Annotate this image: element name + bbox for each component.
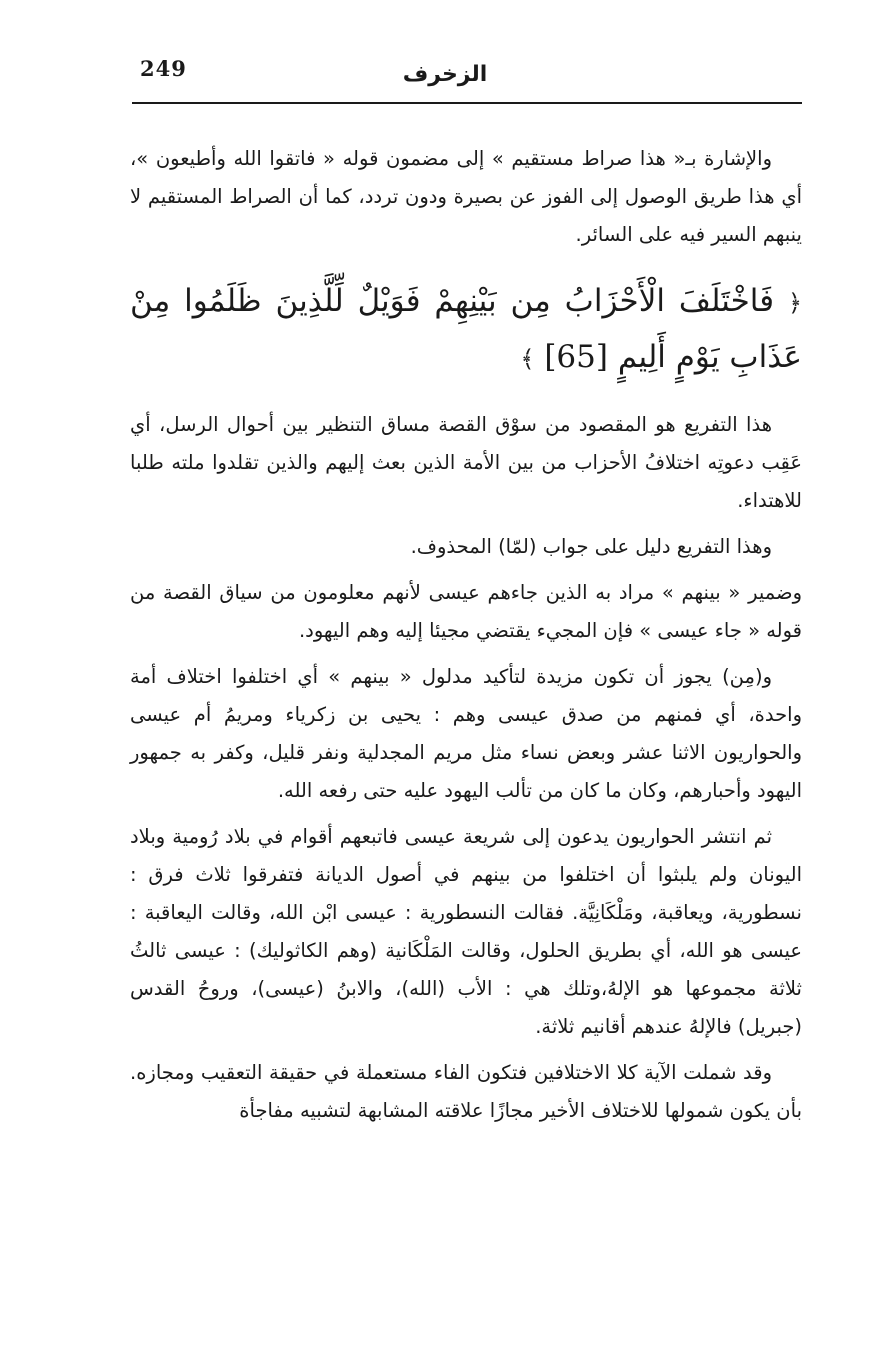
page-number: 249 bbox=[140, 56, 187, 81]
verse-number: [65] bbox=[544, 339, 608, 375]
paragraph-2: هذا التفريع هو المقصود من سوْق القصة مساق التنظير بين أحوال الرسل، أي عَقِب دعوتِه اختلافُ الأحزاب من بين الأمة الذين بعث إليهم والذين تقلدوا ملته طلبا للاهتداء. bbox=[130, 413, 802, 512]
verse-close-bracket: ﴾ bbox=[520, 345, 535, 373]
paragraph-3: وهذا التفريع دليل على جواب (لمّا) المحذوف. bbox=[410, 535, 772, 558]
paragraph-6: ثم انتشر الحواريون يدعون إلى شريعة عيسى فاتبعهم أقوام في بلاد رُومية وبلاد اليونان ولم يلبثوا أن اختلفوا من بينهم في أصول الديانة فتفرقوا ثلاث فرق : نسطورية، ويعاقبة، ومَلْكَانِيَّة. فقالت النسطورية : عيسى ابْن الله، وقالت اليعاقبة : عيسى هو الله، أي بطريق الحلول، وقالت المَلْكَانية (وهم الكاثوليك) : عيسى ثالثُ ثلاثة مجموعها هو الإلهُ،وتلك هي : الأب (الله)، والابنُ (عيسى)، وروحُ القدس (جبريل) فالإلهُ عندهم أقانيم ثلاثة. bbox=[130, 825, 802, 1038]
running-title: الزخرف bbox=[402, 62, 488, 87]
verse-text: فَاخْتَلَفَ الْأَحْزَابُ مِن بَيْنِهِمْ فَوَيْلٌ لِّلَّذِينَ ظَلَمُوا مِنْ عَذَابِ يَوْمٍ أَلِيمٍ bbox=[130, 283, 802, 375]
paragraph-5: و(مِن) يجوز أن تكون مزيدة لتأكيد مدلول « بينهم » أي اختلفوا اختلاف أمة واحدة، أي فمنهم من صدق عيسى وهم : يحيى بن زكرياء ومريمُ أم عيسى والحواريون الاثنا عشر وبعض نساء مثل مريم المجدلية ونفر قليل، وكفر به جمهور اليهود وأحبارهم، وكان ما كان من تألب اليهود عليه حتى رفعه الله. bbox=[130, 665, 802, 802]
paragraph-7: وقد شملت الآية كلا الاختلافين فتكون الفاء مستعملة في حقيقة التعقيب ومجازه. بأن يكون شمولها للاختلاف الأخير مجازًا علاقته المشابهة لتشبيه مفاجأة bbox=[130, 1061, 802, 1122]
paragraph-1: والإشارة بـ« هذا صراط مستقيم » إلى مضمون قوله « فاتقوا الله وأطيعون »، أي هذا طريق الوصول إلى الفوز عن بصيرة ودون تردد، كما أن الصراط المستقيم لا ينبهم السير فيه على السائر. bbox=[130, 147, 802, 246]
verse-open-bracket: ﴿ bbox=[787, 289, 803, 317]
quran-verse bbox=[130, 274, 802, 386]
body-text bbox=[130, 140, 802, 1130]
header-rule bbox=[132, 102, 802, 104]
paragraph-4: وضمير « بينهم » مراد به الذين جاءهم عيسى لأنهم معلومون من سياق القصة من قوله « جاء عيسى » فإن المجيء يقتضي مجيئا إليه وهم اليهود. bbox=[130, 581, 802, 642]
